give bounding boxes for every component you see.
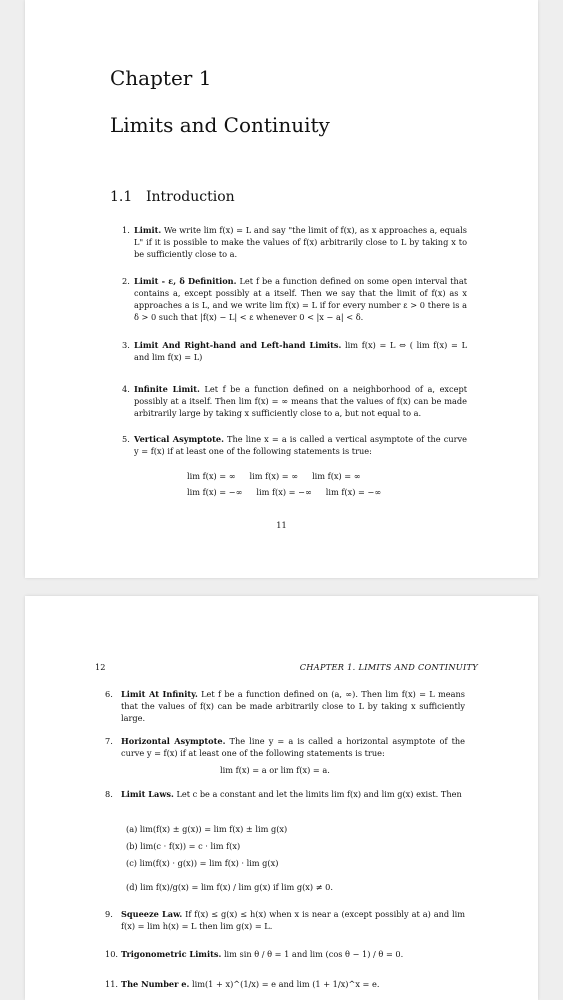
list-item — [105, 978, 465, 990]
list-item — [122, 339, 467, 363]
chapter-label: Chapter 1 — [110, 66, 212, 90]
item-term: Limit. — [134, 225, 162, 235]
item-number: 2. — [122, 276, 130, 286]
item-number: 4. — [122, 384, 130, 394]
item-text: Let f be a function defined on some open interval that contains a, except possibly at a itself. Then we say that the limit of f(x) as x approaches a is L, and we write lim f(x) = L if for every number ε > 0 there is a δ > 0 such that |f(x) − L| < ε whenever 0 < |x − a| < δ. — [134, 276, 467, 322]
limit-law: (d) lim f(x)/g(x) = lim f(x) / lim g(x) if lim g(x) ≠ 0. — [126, 882, 333, 892]
limit-law: (b) lim(c · f(x)) = c · lim f(x) — [126, 841, 241, 851]
list-item — [105, 735, 465, 759]
item-term: Horizontal Asymptote. — [121, 736, 226, 746]
document-page-1 — [25, 0, 538, 578]
list-item — [105, 788, 465, 800]
list-item — [122, 275, 467, 323]
section-number: 1.1 — [110, 189, 133, 205]
item-text: Let f be a function defined on (a, ∞). Then lim f(x) = L means that the values of f(x) can be made arbitrarily close to L by taking x sufficiently large. — [121, 689, 465, 723]
document-page-2 — [25, 596, 538, 1000]
item-number: 5. — [122, 434, 130, 444]
list-item — [105, 948, 465, 960]
page-number: 11 — [276, 520, 287, 530]
equation: lim f(x) = −∞ — [187, 487, 243, 497]
item-number: 7. — [105, 736, 113, 746]
item-term: Limit At Infinity. — [121, 689, 198, 699]
item-text: If f(x) ≤ g(x) ≤ h(x) when x is near a (except possibly at a) and lim f(x) = lim h(x) = L then lim g(x) = L. — [121, 909, 466, 931]
list-item — [122, 224, 467, 260]
item-text: Let c be a constant and let the limits lim f(x) and lim g(x) exist. Then — [176, 789, 462, 799]
asymptote-equations-row-1 — [187, 470, 375, 482]
item-text: We write lim f(x) = L and say "the limit of f(x), as x approaches a, equals L" if it is possible to make the values of f(x) arbitrarily close to L by taking x to be sufficiently close to a. — [134, 225, 467, 259]
item-number: 8. — [105, 789, 113, 799]
item-text: Let f be a function defined on a neighborhood of a, except possibly at a itself. Then lim f(x) = ∞ means that the values of f(x) can be made arbitrarily large by taking x sufficiently close to a, but not equal to a. — [134, 384, 467, 418]
list-item — [122, 433, 467, 457]
asymptote-equations-row-2 — [187, 486, 395, 498]
chapter-title: Limits and Continuity — [110, 113, 330, 137]
item-term: The Number e. — [121, 979, 190, 989]
item-text: The line x = a is called a vertical asymptote of the curve y = f(x) if at least one of the following statements is true: — [134, 434, 467, 456]
item-number: 6. — [105, 689, 113, 699]
item-term: Limit - ε, δ Definition. — [134, 276, 237, 286]
item-term: Limit And Right-hand and Left-hand Limits. — [134, 340, 342, 350]
equation: lim f(x) = −∞ — [256, 487, 312, 497]
page-number: 12 — [95, 662, 106, 672]
list-item — [105, 688, 465, 724]
item-text: lim(1 + x)^(1/x) = e and lim (1 + 1/x)^x = e. — [191, 979, 380, 989]
list-item — [122, 383, 467, 419]
section-title: Introduction — [146, 189, 235, 205]
section-heading — [110, 189, 235, 205]
equation: lim f(x) = −∞ — [325, 487, 382, 497]
item-number: 1. — [122, 225, 130, 235]
item-number: 10. — [105, 949, 119, 959]
horizontal-asymptote-equation: lim f(x) = a or lim f(x) = a. — [220, 765, 330, 775]
list-item — [105, 908, 465, 932]
item-text: The line y = a is called a horizontal asymptote of the curve y = f(x) if at least one of the following statements is true: — [121, 736, 465, 758]
equation: lim f(x) = ∞ — [249, 471, 299, 481]
item-text: lim f(x) = L ⇔ ( lim f(x) = L and lim f(x) = L) — [134, 340, 467, 362]
item-term: Squeeze Law. — [121, 909, 183, 919]
limit-law: (a) lim(f(x) ± g(x)) = lim f(x) ± lim g(x) — [126, 824, 288, 834]
item-term: Trigonometric Limits. — [121, 949, 222, 959]
item-term: Infinite Limit. — [134, 384, 200, 394]
equation: lim f(x) = ∞ — [187, 471, 236, 481]
limit-law: (c) lim(f(x) · g(x)) = lim f(x) · lim g(x) — [126, 858, 279, 868]
equation: lim f(x) = ∞ — [312, 471, 361, 481]
item-number: 3. — [122, 340, 130, 350]
item-number: 9. — [105, 909, 113, 919]
item-term: Vertical Asymptote. — [134, 434, 224, 444]
item-term: Limit Laws. — [121, 789, 174, 799]
running-head: CHAPTER 1. LIMITS AND CONTINUITY — [299, 662, 478, 672]
item-number: 11. — [105, 979, 119, 989]
item-text: lim sin θ / θ = 1 and lim (cos θ − 1) / θ = 0. — [223, 949, 404, 959]
